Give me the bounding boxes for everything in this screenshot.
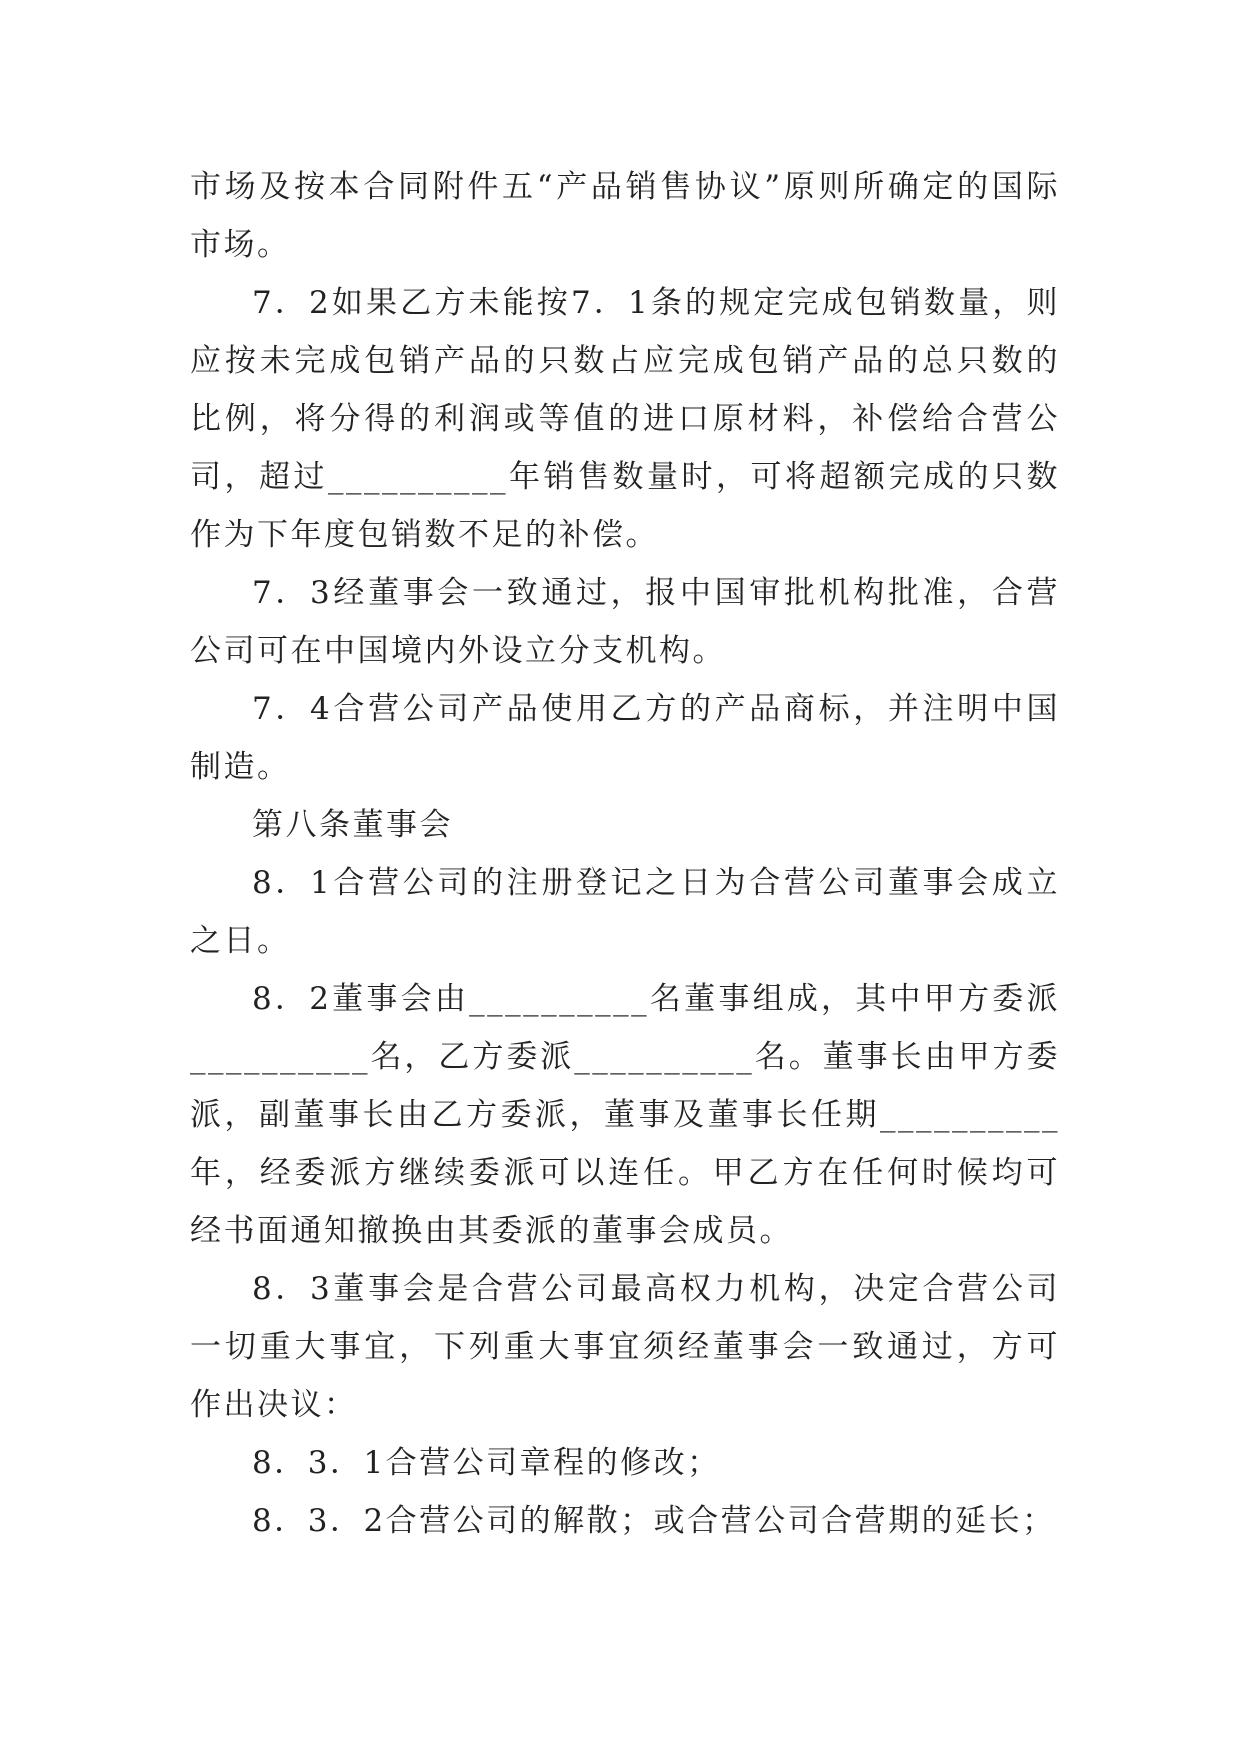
paragraph-8-3: 8．3董事会是合营公司最高权力机构，决定合营公司一切重大事宜，下列重大事宜须经董事会一致通过，方可作出决议：: [190, 1271, 1060, 1423]
document-body: [190, 158, 1060, 1550]
paragraph-8-3-2: 8．3．2合营公司的解散；或合营公司合营期的延长；: [252, 1503, 1056, 1539]
paragraph-7-2: 7．2如果乙方未能按7．1条的规定完成包销数量，则应按未完成包销产品的只数占应完成包销产品的总只数的比例，将分得的利润或等值的进口原材料，补偿给合营公司，超过__________年销售数量时，可将超额完成的只数作为下年度包销数不足的补偿。: [190, 285, 1060, 553]
paragraph-8-1: 8．1合营公司的注册登记之日为合营公司董事会成立之日。: [190, 865, 1060, 959]
section-heading-article-8: 第八条董事会: [252, 807, 453, 843]
paragraph-7-4: 7．4合营公司产品使用乙方的产品商标，并注明中国制造。: [190, 691, 1060, 785]
paragraph-7-3: 7．3经董事会一致通过，报中国审批机构批准，合营公司可在中国境内外设立分支机构。: [190, 575, 1060, 669]
paragraph-market-continuation: 市场及按本合同附件五“产品销售协议”原则所确定的国际市场。: [190, 169, 1060, 263]
paragraph-8-3-1: 8．3．1合营公司章程的修改；: [252, 1445, 721, 1481]
paragraph-8-2: 8．2董事会由__________名董事组成，其中甲方委派__________名，乙方委派__________名。董事长由甲方委派，副董事长由乙方委派，董事及董事长任期__________年，经委派方继续委派可以连任。甲乙方在任何时候均可经书面通知撤换由其委派的董事会成员。: [190, 981, 1060, 1249]
